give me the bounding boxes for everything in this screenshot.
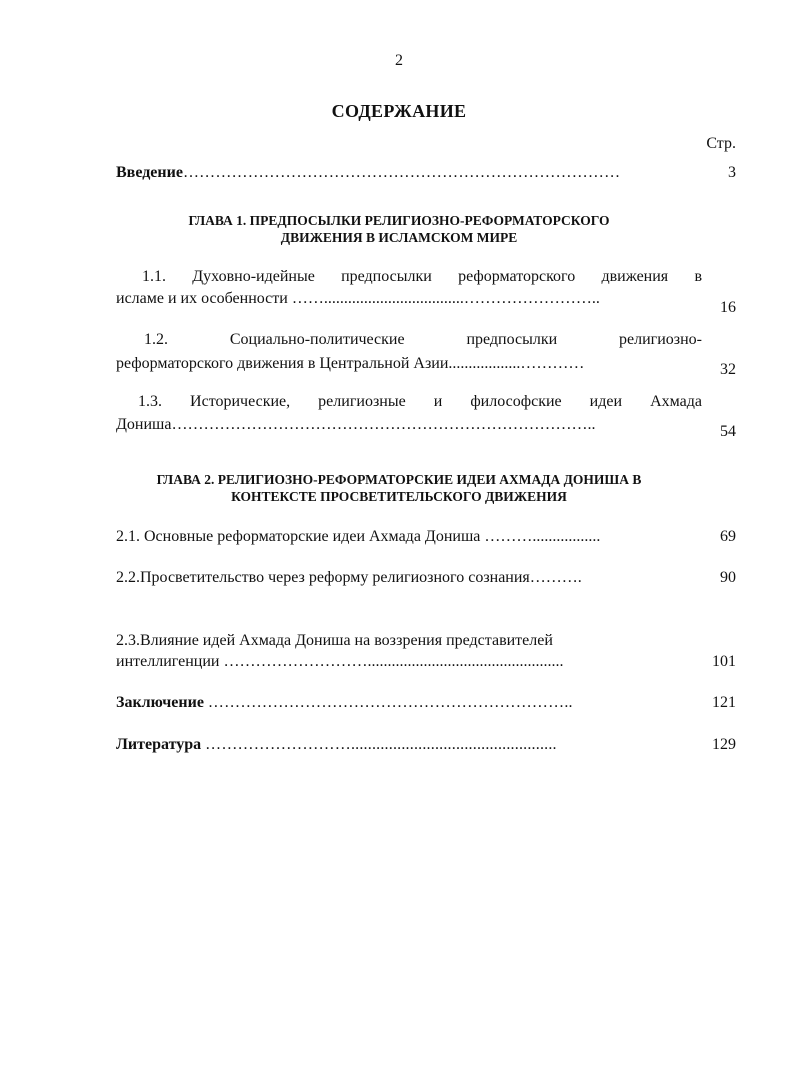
toc-item-2-1-page: 69 (720, 528, 736, 545)
page-column-label: Стр. (706, 135, 736, 152)
chapter1-heading-line2: ДВИЖЕНИЯ В ИСЛАМСКОМ МИРЕ (280, 230, 518, 245)
toc-item-1-1-line1: 1.1. Духовно-идейные предпосылки реформаторского движения в (142, 268, 702, 285)
toc-intro-page: 3 (728, 164, 736, 181)
toc-item-1-1-line2: исламе и их особенности ……...................................…………………….. (116, 290, 600, 307)
toc-item-2-3-line2: интеллигенции ………………………................................................. (116, 653, 564, 670)
toc-literature-label: Литература (116, 736, 202, 753)
toc-item-1-3-line1: 1.3. Исторические, религиозные и философские идеи Ахмада (138, 393, 702, 410)
toc-item-1-3-page: 54 (720, 423, 736, 440)
page-title: СОДЕРЖАНИЕ (331, 101, 467, 121)
toc-conclusion-label: Заключение (116, 694, 204, 711)
toc-item-2-3-page: 101 (712, 653, 736, 670)
toc-literature-page: 129 (712, 736, 736, 753)
toc-item-2-3-line1: 2.3.Влияние идей Ахмада Дониша на воззрения представителей (116, 632, 553, 649)
toc-literature-dots: ………………………................................................. (205, 736, 557, 753)
toc-intro-label: Введение (116, 164, 183, 181)
toc-item-2-2-page: 90 (720, 569, 736, 586)
toc-intro-dots: ……………………………………………………………………… (182, 164, 621, 181)
toc-item-2-2: 2.2.Просветительство через реформу религиозного сознания………. (116, 569, 582, 586)
page-number: 2 (395, 52, 403, 69)
chapter1-heading-line1: ГЛАВА 1. ПРЕДПОСЫЛКИ РЕЛИГИОЗНО-РЕФОРМАТОРСКОГО (188, 213, 610, 228)
toc-item-2-1: 2.1. Основные реформаторские идеи Ахмада Дониша ………................. (116, 528, 601, 545)
chapter2-heading-line1: ГЛАВА 2. РЕЛИГИОЗНО-РЕФОРМАТОРСКИЕ ИДЕИ АХМАДА ДОНИША В (156, 472, 642, 487)
toc-conclusion-page: 121 (712, 694, 736, 711)
toc-entry-literature (116, 736, 557, 754)
toc-item-1-2-line2: реформаторского движения в Центральной Азии..................………… (116, 355, 585, 372)
toc-item-1-2-page: 32 (720, 361, 736, 378)
toc-item-1-1-page: 16 (720, 299, 736, 316)
toc-entry-intro (116, 164, 620, 182)
toc-conclusion-dots: ………………………………………………………….. (207, 694, 573, 711)
toc-entry-conclusion (116, 694, 573, 712)
chapter2-heading-line2: КОНТЕКСТЕ ПРОСВЕТИТЕЛЬСКОГО ДВИЖЕНИЯ (231, 489, 567, 504)
toc-item-1-3-line2: Дониша…………………………………………………………………….. (116, 416, 596, 433)
toc-item-1-2-line1: 1.2. Социально-политические предпосылки религиозно- (144, 331, 702, 348)
